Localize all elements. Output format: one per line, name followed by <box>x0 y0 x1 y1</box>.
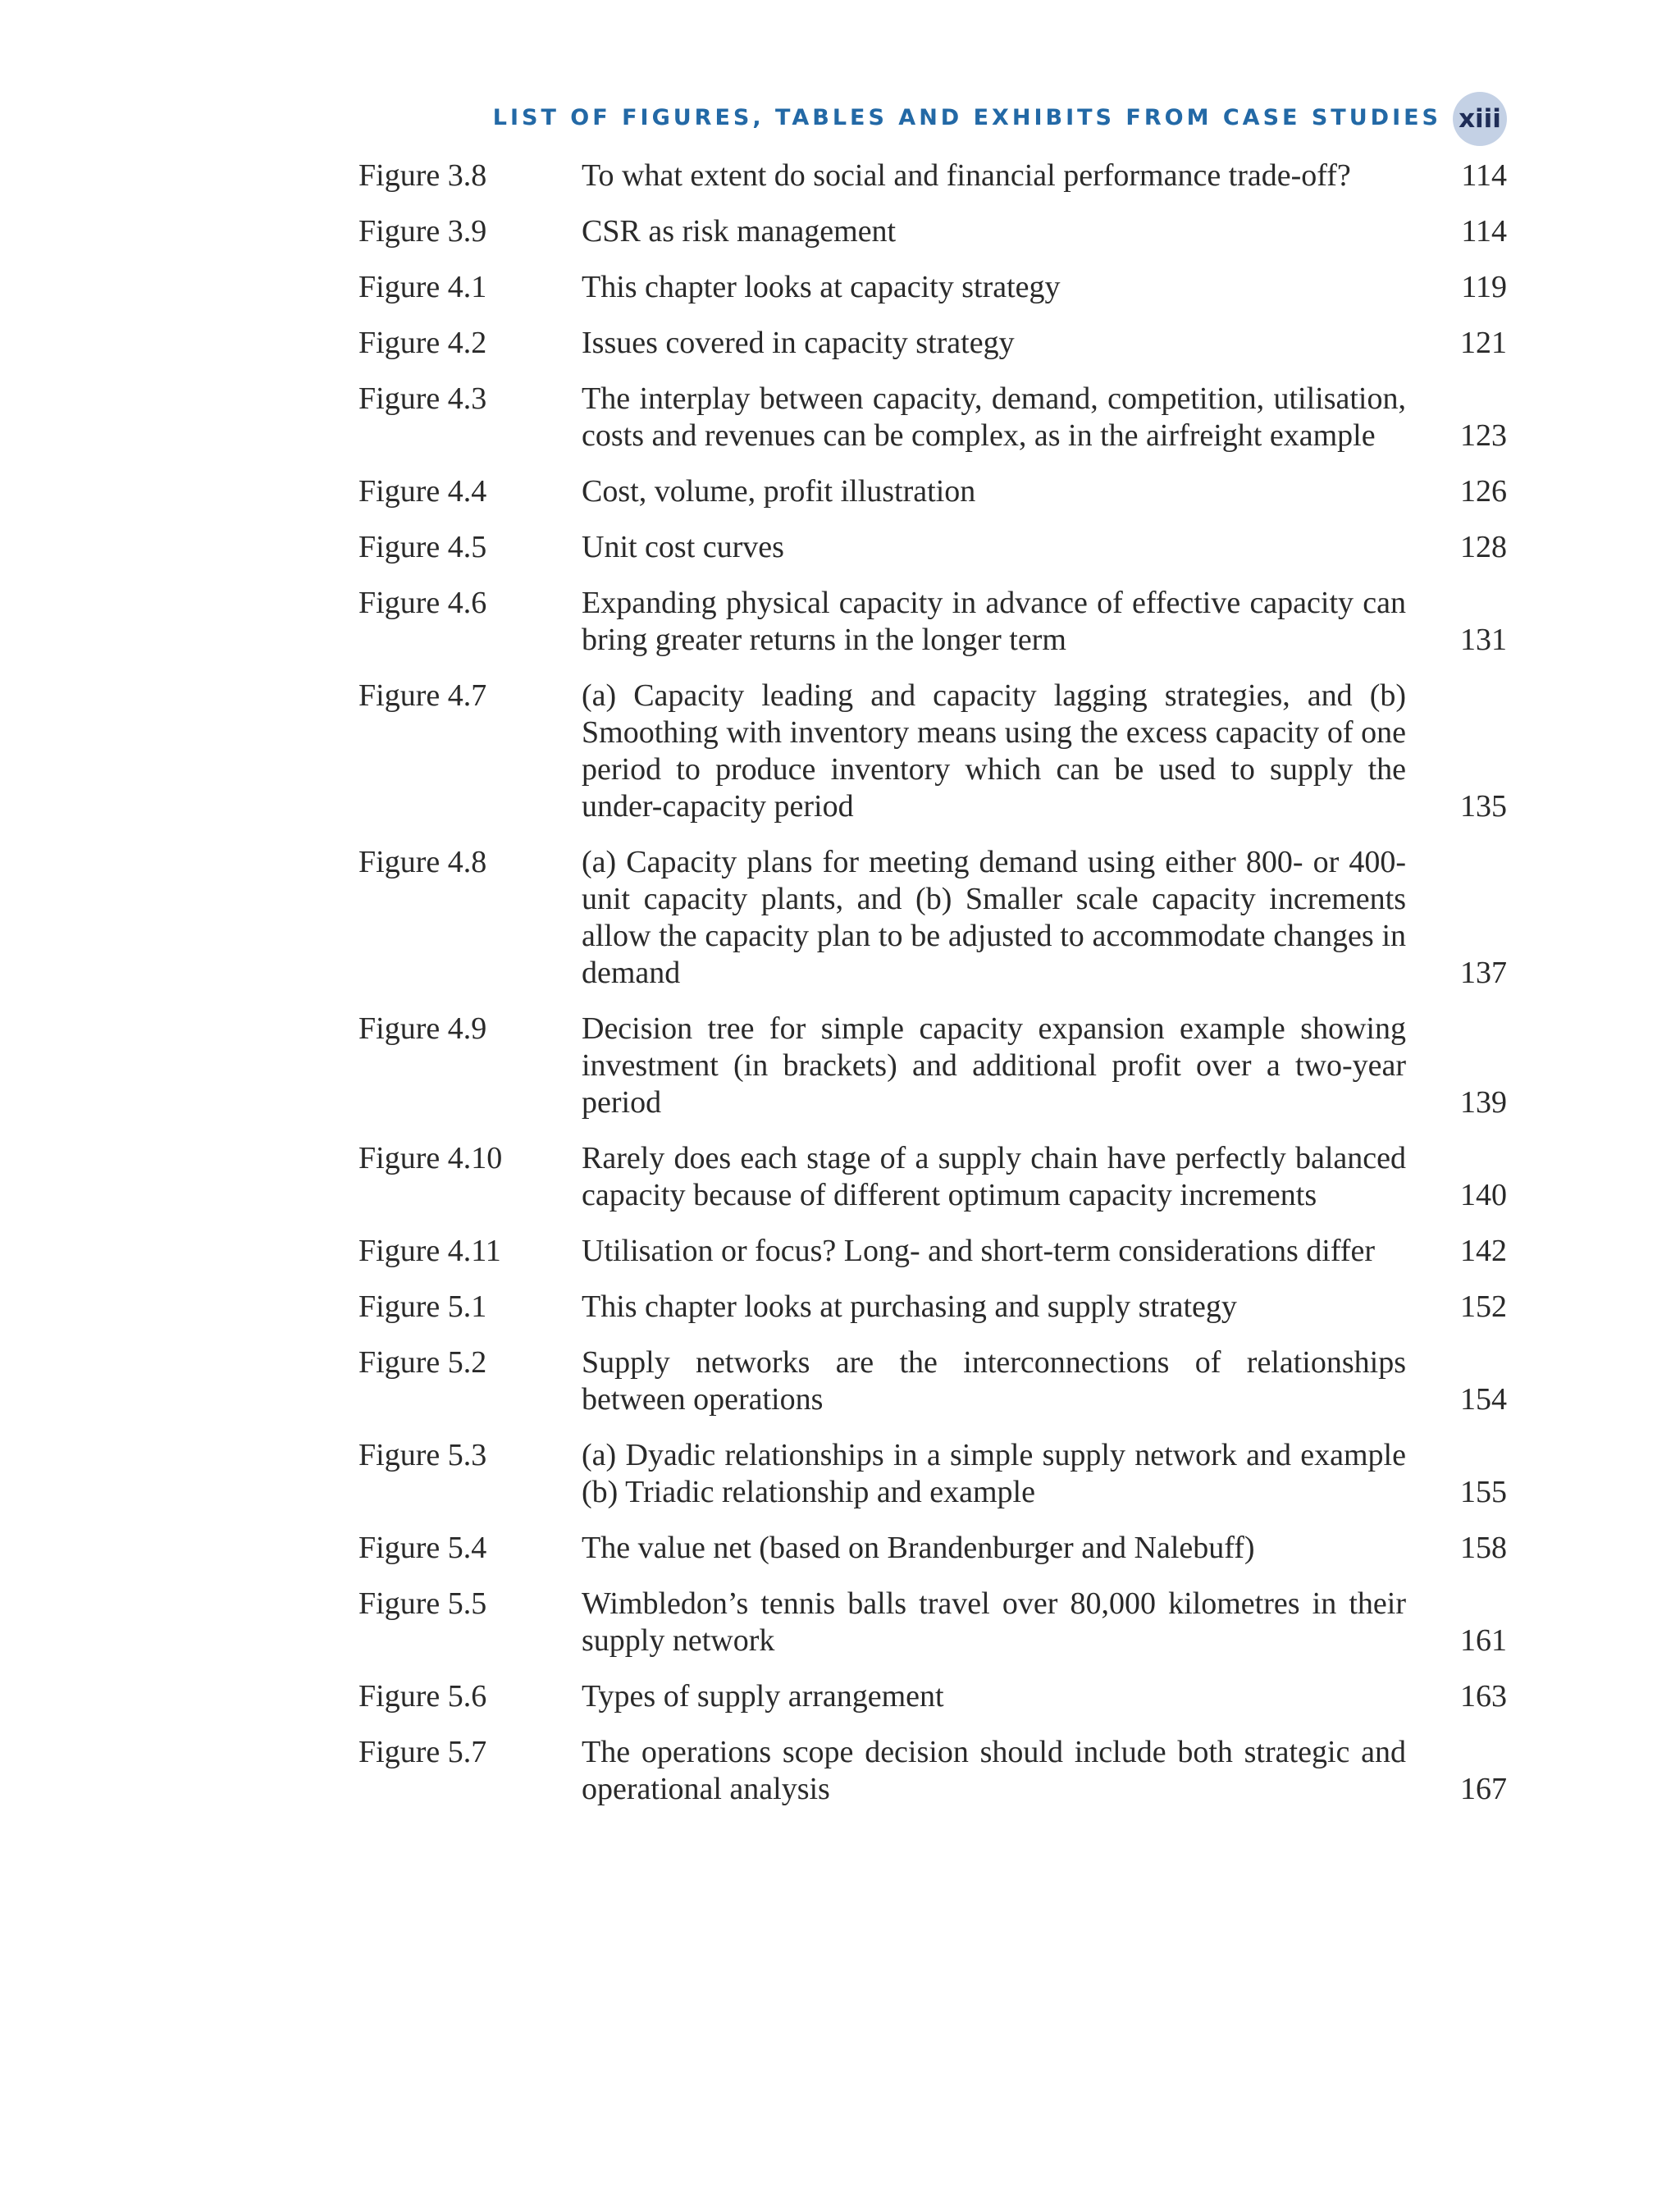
figure-list <box>358 157 1507 1827</box>
figure-title: Rarely does each stage of a supply chain have perfectly balanced capacity because of different optimum capacity increments <box>582 1141 1406 1212</box>
figure-title: This chapter looks at purchasing and supply strategy <box>582 1289 1237 1324</box>
list-item <box>358 213 1507 250</box>
figure-label: Figure 5.5 <box>358 1586 487 1621</box>
page-reference: 123 <box>1460 418 1507 453</box>
page-reference: 114 <box>1461 158 1507 193</box>
figure-label: Figure 5.1 <box>358 1289 487 1324</box>
list-item <box>358 269 1507 306</box>
list-item <box>358 381 1507 454</box>
page-reference: 161 <box>1460 1623 1507 1658</box>
page-reference: 142 <box>1460 1234 1507 1268</box>
list-item <box>358 1140 1507 1214</box>
list-item <box>358 1011 1507 1121</box>
page-reference: 158 <box>1460 1531 1507 1565</box>
page-reference: 167 <box>1460 1772 1507 1806</box>
page-reference: 119 <box>1461 270 1507 304</box>
figure-label: Figure 3.8 <box>358 158 487 193</box>
figure-label: Figure 3.9 <box>358 214 487 249</box>
figure-label: Figure 5.6 <box>358 1679 487 1714</box>
figure-label: Figure 5.4 <box>358 1531 487 1565</box>
figure-label: Figure 4.1 <box>358 270 487 304</box>
figure-title: The value net (based on Brandenburger and Nalebuff) <box>582 1531 1255 1565</box>
figure-title: Decision tree for simple capacity expansion example showing investment (in brackets) and additional profit over a two-year period <box>582 1011 1406 1120</box>
list-item <box>358 585 1507 659</box>
page-reference: 137 <box>1460 956 1507 990</box>
list-item <box>358 1437 1507 1511</box>
list-item <box>358 1344 1507 1418</box>
figure-label: Figure 5.7 <box>358 1735 487 1769</box>
list-item <box>358 1678 1507 1715</box>
figure-title: The operations scope decision should include both strategic and operational analysis <box>582 1735 1406 1806</box>
figure-title: Utilisation or focus? Long- and short-term considerations differ <box>582 1234 1375 1268</box>
figure-label: Figure 4.8 <box>358 845 487 879</box>
page-reference: 128 <box>1460 530 1507 564</box>
list-item <box>358 325 1507 362</box>
figure-title: (a) Capacity plans for meeting demand using either 800- or 400-unit capacity plants, and (b) Smaller scale capacity increments allow the capacity plan to be adjusted to accommodate changes in demand <box>582 845 1406 990</box>
page-reference: 131 <box>1460 623 1507 657</box>
list-item <box>358 1734 1507 1808</box>
figure-title: Types of supply arrangement <box>582 1679 944 1714</box>
page-number-badge: xiii <box>1453 92 1507 146</box>
figure-title: Expanding physical capacity in advance of effective capacity can bring greater returns in the longer term <box>582 586 1406 657</box>
page-reference: 126 <box>1460 474 1507 509</box>
figure-title: The interplay between capacity, demand, competition, utilisation, costs and revenues can be complex, as in the airfreight example <box>582 381 1406 453</box>
page-header <box>0 92 1507 149</box>
figure-title: Supply networks are the interconnections of relationships between operations <box>582 1345 1406 1417</box>
page-reference: 155 <box>1460 1475 1507 1509</box>
list-item <box>358 1289 1507 1326</box>
figure-label: Figure 4.3 <box>358 381 487 416</box>
page-reference: 152 <box>1460 1289 1507 1324</box>
figure-label: Figure 4.7 <box>358 678 487 713</box>
page-reference: 135 <box>1460 789 1507 824</box>
figure-title: CSR as risk management <box>582 214 897 249</box>
figure-label: Figure 4.6 <box>358 586 487 620</box>
page-reference: 163 <box>1460 1679 1507 1714</box>
figure-title: To what extent do social and financial performance trade-off? <box>582 158 1351 193</box>
page-reference: 139 <box>1460 1085 1507 1120</box>
figure-label: Figure 4.10 <box>358 1141 503 1175</box>
page-reference: 154 <box>1460 1382 1507 1417</box>
list-item <box>358 529 1507 566</box>
figure-label: Figure 5.2 <box>358 1345 487 1380</box>
list-item <box>358 157 1507 194</box>
list-item <box>358 1530 1507 1567</box>
figure-title: Issues covered in capacity strategy <box>582 326 1015 360</box>
figure-label: Figure 5.3 <box>358 1438 487 1472</box>
figure-label: Figure 4.5 <box>358 530 487 564</box>
list-item <box>358 473 1507 510</box>
figure-title: (a) Capacity leading and capacity lagging strategies, and (b) Smoothing with inventory means using the excess capacity of one period to produce inventory which can be used to supply the under-capacity period <box>582 678 1406 824</box>
figure-title: (a) Dyadic relationships in a simple supply network and example (b) Triadic relationship and example <box>582 1438 1406 1509</box>
list-item <box>358 1586 1507 1659</box>
page-reference: 121 <box>1460 326 1507 360</box>
figure-label: Figure 4.4 <box>358 474 487 509</box>
running-head: LIST OF FIGURES, TABLES AND EXHIBITS FROM CASE STUDIES <box>492 105 1441 130</box>
figure-title: Wimbledon’s tennis balls travel over 80,000 kilometres in their supply network <box>582 1586 1406 1658</box>
figure-title: Cost, volume, profit illustration <box>582 474 976 509</box>
list-item <box>358 678 1507 825</box>
figure-title: This chapter looks at capacity strategy <box>582 270 1061 304</box>
list-item <box>358 1233 1507 1270</box>
figure-label: Figure 4.9 <box>358 1011 487 1046</box>
page-reference: 140 <box>1460 1178 1507 1212</box>
figure-title: Unit cost curves <box>582 530 784 564</box>
figure-label: Figure 4.11 <box>358 1234 501 1268</box>
figure-label: Figure 4.2 <box>358 326 487 360</box>
page-reference: 114 <box>1461 214 1507 249</box>
list-item <box>358 844 1507 992</box>
